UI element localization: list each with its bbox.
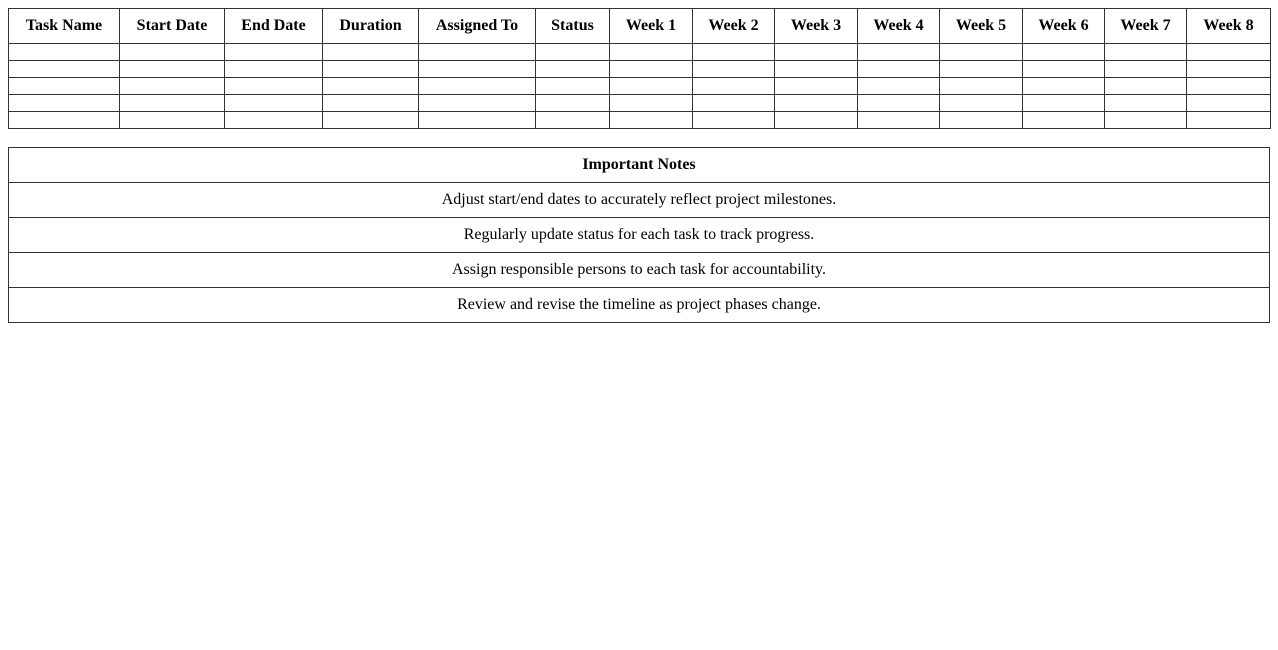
table-cell[interactable] (610, 112, 693, 129)
table-cell[interactable] (225, 44, 323, 61)
table-row (9, 95, 1271, 112)
table-cell[interactable] (419, 78, 536, 95)
table-cell[interactable] (120, 95, 225, 112)
table-cell[interactable] (120, 44, 225, 61)
table-cell[interactable] (858, 78, 940, 95)
note-text: Adjust start/end dates to accurately reflect project milestones. (9, 183, 1270, 218)
note-row (9, 218, 1270, 253)
table-cell[interactable] (419, 44, 536, 61)
note-text: Review and revise the timeline as project phases change. (9, 288, 1270, 323)
table-cell[interactable] (1187, 61, 1271, 78)
table-cell[interactable] (536, 112, 610, 129)
table-row (9, 44, 1271, 61)
table-cell[interactable] (9, 112, 120, 129)
table-cell[interactable] (225, 78, 323, 95)
column-header: Assigned To (419, 9, 536, 44)
table-cell[interactable] (120, 78, 225, 95)
table-cell[interactable] (120, 61, 225, 78)
table-cell[interactable] (775, 61, 858, 78)
table-cell[interactable] (940, 95, 1023, 112)
column-header: End Date (225, 9, 323, 44)
column-header: Duration (323, 9, 419, 44)
table-cell[interactable] (323, 112, 419, 129)
column-header: Task Name (9, 9, 120, 44)
table-cell[interactable] (9, 61, 120, 78)
table-cell[interactable] (858, 61, 940, 78)
table-row (9, 61, 1271, 78)
table-cell[interactable] (940, 61, 1023, 78)
table-cell[interactable] (120, 112, 225, 129)
table-cell[interactable] (1105, 112, 1187, 129)
table-cell[interactable] (9, 44, 120, 61)
table-cell[interactable] (419, 61, 536, 78)
table-cell[interactable] (940, 112, 1023, 129)
note-row (9, 288, 1270, 323)
column-header: Week 6 (1023, 9, 1105, 44)
column-header: Week 1 (610, 9, 693, 44)
column-header: Week 3 (775, 9, 858, 44)
table-cell[interactable] (536, 78, 610, 95)
table-cell[interactable] (610, 44, 693, 61)
table-cell[interactable] (225, 95, 323, 112)
table-cell[interactable] (610, 95, 693, 112)
column-header: Week 4 (858, 9, 940, 44)
table-cell[interactable] (419, 95, 536, 112)
table-cell[interactable] (9, 95, 120, 112)
table-cell[interactable] (775, 112, 858, 129)
table-cell[interactable] (9, 78, 120, 95)
table-cell[interactable] (693, 95, 775, 112)
table-cell[interactable] (323, 95, 419, 112)
project-timeline-table (8, 8, 1271, 129)
table-cell[interactable] (1023, 78, 1105, 95)
table-cell[interactable] (775, 95, 858, 112)
table-cell[interactable] (1187, 44, 1271, 61)
table-cell[interactable] (1105, 44, 1187, 61)
important-notes-table (8, 147, 1270, 323)
table-cell[interactable] (419, 112, 536, 129)
note-text: Assign responsible persons to each task for accountability. (9, 253, 1270, 288)
table-cell[interactable] (940, 44, 1023, 61)
table-cell[interactable] (693, 78, 775, 95)
table-row (9, 78, 1271, 95)
table-cell[interactable] (1023, 95, 1105, 112)
table-cell[interactable] (858, 95, 940, 112)
table-cell[interactable] (536, 61, 610, 78)
table-cell[interactable] (858, 44, 940, 61)
table-cell[interactable] (693, 44, 775, 61)
column-header: Week 7 (1105, 9, 1187, 44)
table-cell[interactable] (323, 44, 419, 61)
column-header: Week 8 (1187, 9, 1271, 44)
table-cell[interactable] (693, 112, 775, 129)
column-header: Week 5 (940, 9, 1023, 44)
table-cell[interactable] (1187, 78, 1271, 95)
table-row (9, 112, 1271, 129)
table-cell[interactable] (610, 61, 693, 78)
note-row (9, 253, 1270, 288)
table-cell[interactable] (536, 95, 610, 112)
table-cell[interactable] (775, 44, 858, 61)
table-cell[interactable] (536, 44, 610, 61)
table-cell[interactable] (610, 78, 693, 95)
notes-header-row (9, 148, 1270, 183)
table-cell[interactable] (1023, 112, 1105, 129)
table-cell[interactable] (1023, 61, 1105, 78)
notes-title: Important Notes (9, 148, 1270, 183)
column-header: Status (536, 9, 610, 44)
table-cell[interactable] (1187, 95, 1271, 112)
table-cell[interactable] (858, 112, 940, 129)
table-cell[interactable] (323, 78, 419, 95)
table-cell[interactable] (225, 112, 323, 129)
note-row (9, 183, 1270, 218)
column-header: Start Date (120, 9, 225, 44)
note-text: Regularly update status for each task to track progress. (9, 218, 1270, 253)
table-cell[interactable] (1105, 78, 1187, 95)
table-cell[interactable] (775, 78, 858, 95)
table-cell[interactable] (1105, 61, 1187, 78)
column-header: Week 2 (693, 9, 775, 44)
table-cell[interactable] (1187, 112, 1271, 129)
table-cell[interactable] (693, 61, 775, 78)
table-cell[interactable] (940, 78, 1023, 95)
table-cell[interactable] (1023, 44, 1105, 61)
table-cell[interactable] (225, 61, 323, 78)
table-header-row (9, 9, 1271, 44)
table-cell[interactable] (323, 61, 419, 78)
table-cell[interactable] (1105, 95, 1187, 112)
